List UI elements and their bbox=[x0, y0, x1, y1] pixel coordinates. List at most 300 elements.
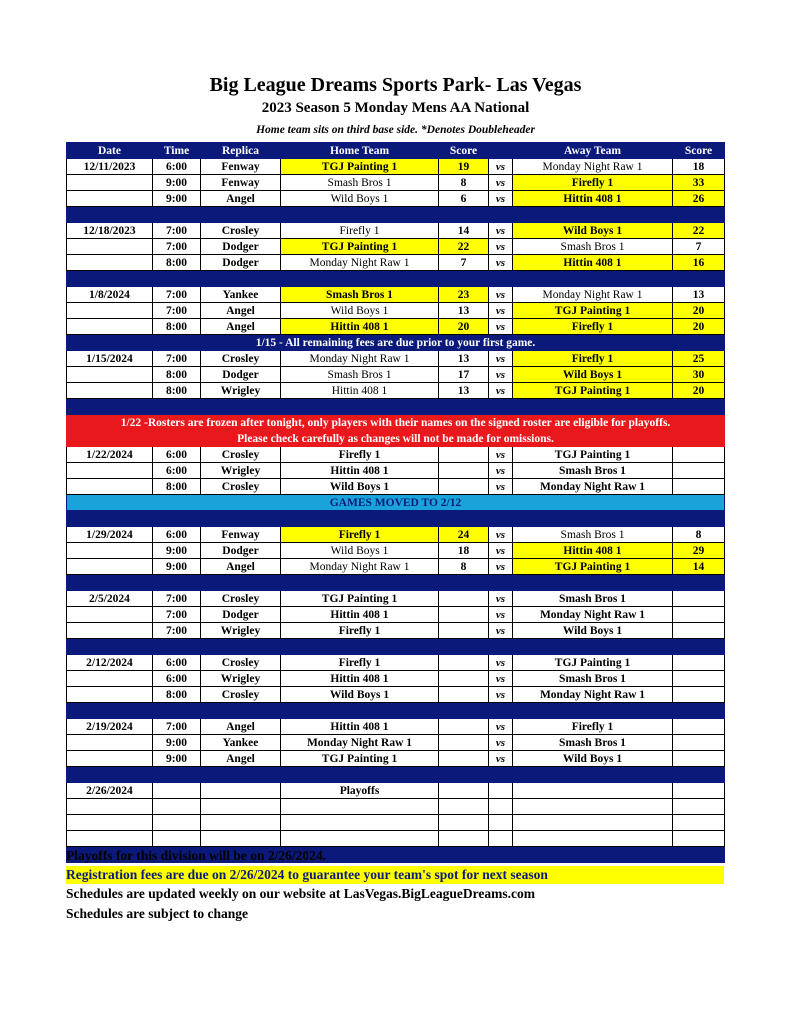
time-cell: 6:00 bbox=[153, 447, 201, 463]
home-score-cell bbox=[439, 623, 489, 639]
game-row bbox=[67, 223, 725, 239]
vs-cell: vs bbox=[489, 607, 513, 623]
away-team-cell: Smash Bros 1 bbox=[513, 463, 673, 479]
time-cell: 9:00 bbox=[153, 559, 201, 575]
separator-cell bbox=[67, 575, 725, 591]
away-team-cell: Smash Bros 1 bbox=[513, 527, 673, 543]
separator-row bbox=[67, 767, 725, 783]
home-score-cell bbox=[439, 815, 489, 831]
away-score-cell: 14 bbox=[673, 559, 725, 575]
vs-cell: vs bbox=[489, 447, 513, 463]
vs-cell: vs bbox=[489, 623, 513, 639]
away-score-cell: 29 bbox=[673, 543, 725, 559]
date-cell: 1/8/2024 bbox=[67, 287, 153, 303]
vs-cell: vs bbox=[489, 191, 513, 207]
vs-cell: vs bbox=[489, 543, 513, 559]
replica-cell: Crosley bbox=[201, 687, 281, 703]
away-team-cell: Wild Boys 1 bbox=[513, 223, 673, 239]
away-team-cell: Smash Bros 1 bbox=[513, 591, 673, 607]
away-team-cell bbox=[513, 799, 673, 815]
time-cell: 6:00 bbox=[153, 463, 201, 479]
website-note: Schedules are updated weekly on our website at LasVegas.BigLeagueDreams.com bbox=[66, 886, 536, 901]
away-team-cell: TGJ Painting 1 bbox=[513, 383, 673, 399]
separator-cell bbox=[67, 703, 725, 719]
separator-cell bbox=[67, 767, 725, 783]
away-score-cell bbox=[673, 479, 725, 495]
away-team-cell: Firefly 1 bbox=[513, 319, 673, 335]
home-team-cell: Smash Bros 1 bbox=[281, 287, 439, 303]
home-score-cell: 22 bbox=[439, 239, 489, 255]
away-team-cell: Wild Boys 1 bbox=[513, 751, 673, 767]
home-team-cell: Hittin 408 1 bbox=[281, 463, 439, 479]
away-team-cell: TGJ Painting 1 bbox=[513, 655, 673, 671]
away-team-cell: Wild Boys 1 bbox=[513, 367, 673, 383]
game-row bbox=[67, 591, 725, 607]
time-cell: 8:00 bbox=[153, 479, 201, 495]
away-score-cell bbox=[673, 671, 725, 687]
date-cell bbox=[67, 543, 153, 559]
date-cell: 1/22/2024 bbox=[67, 447, 153, 463]
away-team-cell: TGJ Painting 1 bbox=[513, 447, 673, 463]
home-score-cell bbox=[439, 447, 489, 463]
vs-cell: vs bbox=[489, 735, 513, 751]
notice-text: Please check carefully as changes will not be made for omissions. bbox=[67, 431, 725, 447]
away-score-cell: 30 bbox=[673, 367, 725, 383]
home-team-cell: Hittin 408 1 bbox=[281, 319, 439, 335]
home-score-cell bbox=[439, 831, 489, 847]
away-team-cell: Smash Bros 1 bbox=[513, 671, 673, 687]
away-score-cell: 20 bbox=[673, 303, 725, 319]
home-score-cell bbox=[439, 719, 489, 735]
away-score-cell: 13 bbox=[673, 287, 725, 303]
replica-cell: Fenway bbox=[201, 527, 281, 543]
registration-note: Registration fees are due on 2/26/2024 to guarantee your team's spot for next season bbox=[66, 866, 724, 884]
home-team-cell: Hittin 408 1 bbox=[281, 383, 439, 399]
away-score-cell: 22 bbox=[673, 223, 725, 239]
date-cell bbox=[67, 175, 153, 191]
vs-cell: vs bbox=[489, 159, 513, 175]
game-row bbox=[67, 687, 725, 703]
vs-cell: vs bbox=[489, 367, 513, 383]
time-cell: 7:00 bbox=[153, 239, 201, 255]
page-title: Big League Dreams Sports Park- Las Vegas bbox=[209, 74, 582, 96]
notice-row bbox=[67, 431, 725, 447]
game-row bbox=[67, 287, 725, 303]
replica-cell: Wrigley bbox=[201, 623, 281, 639]
separator-row bbox=[67, 207, 725, 223]
date-cell bbox=[67, 751, 153, 767]
game-row bbox=[67, 719, 725, 735]
away-team-cell bbox=[513, 831, 673, 847]
home-score-cell: 20 bbox=[439, 319, 489, 335]
time-cell: 7:00 bbox=[153, 607, 201, 623]
home-score-cell: 7 bbox=[439, 255, 489, 271]
home-score-cell bbox=[439, 591, 489, 607]
vs-cell: vs bbox=[489, 591, 513, 607]
away-score-cell: 16 bbox=[673, 255, 725, 271]
date-cell bbox=[67, 255, 153, 271]
separator-cell bbox=[67, 207, 725, 223]
away-score-cell bbox=[673, 815, 725, 831]
away-score-cell bbox=[673, 447, 725, 463]
away-score-cell: 20 bbox=[673, 383, 725, 399]
vs-cell: vs bbox=[489, 463, 513, 479]
time-cell: 7:00 bbox=[153, 591, 201, 607]
home-team-cell: Smash Bros 1 bbox=[281, 175, 439, 191]
away-team-cell bbox=[513, 815, 673, 831]
replica-cell bbox=[201, 799, 281, 815]
away-score-cell: 26 bbox=[673, 191, 725, 207]
date-cell bbox=[67, 671, 153, 687]
away-team-cell: TGJ Painting 1 bbox=[513, 559, 673, 575]
vs-cell: vs bbox=[489, 687, 513, 703]
home-score-cell bbox=[439, 799, 489, 815]
home-team-cell: Firefly 1 bbox=[281, 447, 439, 463]
home-score-cell bbox=[439, 687, 489, 703]
away-score-cell bbox=[673, 831, 725, 847]
away-score-cell: 8 bbox=[673, 527, 725, 543]
playoffs-note: Playoffs for this division will be on 2/26/2024. bbox=[66, 848, 327, 863]
game-row bbox=[67, 831, 725, 847]
col-away-score-header: Score bbox=[673, 143, 725, 159]
game-row bbox=[67, 383, 725, 399]
home-score-cell bbox=[439, 735, 489, 751]
away-team-cell: Monday Night Raw 1 bbox=[513, 687, 673, 703]
home-team-cell: TGJ Painting 1 bbox=[281, 239, 439, 255]
col-home-score-header: Score bbox=[439, 143, 489, 159]
away-score-cell: 7 bbox=[673, 239, 725, 255]
home-score-cell: 13 bbox=[439, 351, 489, 367]
time-cell bbox=[153, 815, 201, 831]
vs-cell bbox=[489, 783, 513, 799]
home-score-cell: 6 bbox=[439, 191, 489, 207]
date-cell bbox=[67, 319, 153, 335]
time-cell: 8:00 bbox=[153, 319, 201, 335]
time-cell: 9:00 bbox=[153, 735, 201, 751]
vs-cell: vs bbox=[489, 719, 513, 735]
separator-row bbox=[67, 639, 725, 655]
notice-row bbox=[67, 335, 725, 351]
vs-cell: vs bbox=[489, 479, 513, 495]
replica-cell bbox=[201, 831, 281, 847]
separator-row bbox=[67, 399, 725, 415]
date-cell bbox=[67, 623, 153, 639]
date-cell: 12/11/2023 bbox=[67, 159, 153, 175]
vs-cell: vs bbox=[489, 255, 513, 271]
date-cell bbox=[67, 191, 153, 207]
time-cell: 9:00 bbox=[153, 751, 201, 767]
date-cell bbox=[67, 303, 153, 319]
home-score-cell bbox=[439, 671, 489, 687]
away-score-cell: 33 bbox=[673, 175, 725, 191]
home-team-cell: Hittin 408 1 bbox=[281, 671, 439, 687]
vs-cell bbox=[489, 831, 513, 847]
date-cell bbox=[67, 815, 153, 831]
time-cell: 7:00 bbox=[153, 287, 201, 303]
home-team-cell: Firefly 1 bbox=[281, 655, 439, 671]
time-cell: 7:00 bbox=[153, 623, 201, 639]
separator-row bbox=[67, 511, 725, 527]
game-row bbox=[67, 543, 725, 559]
date-cell: 1/29/2024 bbox=[67, 527, 153, 543]
time-cell: 6:00 bbox=[153, 671, 201, 687]
home-team-cell: Hittin 408 1 bbox=[281, 607, 439, 623]
replica-cell: Fenway bbox=[201, 159, 281, 175]
separator-cell bbox=[67, 639, 725, 655]
game-row bbox=[67, 303, 725, 319]
replica-cell: Angel bbox=[201, 191, 281, 207]
date-cell bbox=[67, 239, 153, 255]
game-row bbox=[67, 479, 725, 495]
home-team-cell: Monday Night Raw 1 bbox=[281, 255, 439, 271]
home-team-cell: TGJ Painting 1 bbox=[281, 751, 439, 767]
home-team-cell: Monday Night Raw 1 bbox=[281, 559, 439, 575]
time-cell: 8:00 bbox=[153, 383, 201, 399]
home-team-cell: Wild Boys 1 bbox=[281, 303, 439, 319]
time-cell: 9:00 bbox=[153, 191, 201, 207]
replica-cell: Dodger bbox=[201, 255, 281, 271]
home-team-cell bbox=[281, 831, 439, 847]
game-row bbox=[67, 255, 725, 271]
date-cell: 2/5/2024 bbox=[67, 591, 153, 607]
home-team-cell: Firefly 1 bbox=[281, 623, 439, 639]
replica-cell: Angel bbox=[201, 319, 281, 335]
game-row bbox=[67, 159, 725, 175]
away-score-cell bbox=[673, 735, 725, 751]
vs-cell: vs bbox=[489, 383, 513, 399]
time-cell: 7:00 bbox=[153, 351, 201, 367]
away-team-cell: Firefly 1 bbox=[513, 175, 673, 191]
home-score-cell bbox=[439, 751, 489, 767]
home-team-cell: Wild Boys 1 bbox=[281, 543, 439, 559]
replica-cell: Crosley bbox=[201, 223, 281, 239]
replica-cell: Wrigley bbox=[201, 463, 281, 479]
vs-cell: vs bbox=[489, 303, 513, 319]
vs-cell bbox=[489, 815, 513, 831]
replica-cell: Yankee bbox=[201, 735, 281, 751]
replica-cell: Angel bbox=[201, 751, 281, 767]
date-cell bbox=[67, 559, 153, 575]
vs-cell: vs bbox=[489, 319, 513, 335]
away-score-cell bbox=[673, 591, 725, 607]
replica-cell: Dodger bbox=[201, 543, 281, 559]
replica-cell: Angel bbox=[201, 719, 281, 735]
home-score-cell: 17 bbox=[439, 367, 489, 383]
date-cell bbox=[67, 799, 153, 815]
away-team-cell: Hittin 408 1 bbox=[513, 255, 673, 271]
home-score-cell: 23 bbox=[439, 287, 489, 303]
replica-cell: Crosley bbox=[201, 591, 281, 607]
date-cell: 1/15/2024 bbox=[67, 351, 153, 367]
games-moved-row bbox=[67, 495, 725, 511]
replica-cell bbox=[201, 815, 281, 831]
home-score-cell bbox=[439, 479, 489, 495]
game-row bbox=[67, 559, 725, 575]
away-score-cell bbox=[673, 623, 725, 639]
date-cell bbox=[67, 735, 153, 751]
date-cell bbox=[67, 607, 153, 623]
game-row bbox=[67, 735, 725, 751]
home-team-cell: Wild Boys 1 bbox=[281, 191, 439, 207]
away-team-cell: Firefly 1 bbox=[513, 719, 673, 735]
home-team-cell: Monday Night Raw 1 bbox=[281, 351, 439, 367]
game-row bbox=[67, 367, 725, 383]
home-score-cell bbox=[439, 607, 489, 623]
date-cell bbox=[67, 367, 153, 383]
home-team-cell: TGJ Painting 1 bbox=[281, 591, 439, 607]
time-cell: 7:00 bbox=[153, 223, 201, 239]
away-team-cell: Firefly 1 bbox=[513, 351, 673, 367]
notice-text: 1/15 - All remaining fees are due prior to your first game. bbox=[67, 335, 725, 351]
date-cell bbox=[67, 687, 153, 703]
replica-cell: Dodger bbox=[201, 239, 281, 255]
game-row bbox=[67, 623, 725, 639]
away-score-cell bbox=[673, 751, 725, 767]
away-team-cell: Hittin 408 1 bbox=[513, 543, 673, 559]
time-cell bbox=[153, 799, 201, 815]
vs-cell bbox=[489, 799, 513, 815]
away-team-cell: Hittin 408 1 bbox=[513, 191, 673, 207]
vs-cell: vs bbox=[489, 527, 513, 543]
game-row bbox=[67, 607, 725, 623]
home-score-cell bbox=[439, 655, 489, 671]
vs-cell: vs bbox=[489, 671, 513, 687]
notice-text: GAMES MOVED TO 2/12 bbox=[67, 495, 725, 511]
home-score-cell: 8 bbox=[439, 175, 489, 191]
time-cell: 8:00 bbox=[153, 255, 201, 271]
col-away-team-header: Away Team bbox=[513, 143, 673, 159]
separator-cell bbox=[67, 271, 725, 287]
col-date-header: Date bbox=[67, 143, 153, 159]
home-team-cell: TGJ Painting 1 bbox=[281, 159, 439, 175]
vs-cell: vs bbox=[489, 655, 513, 671]
separator-row bbox=[67, 703, 725, 719]
time-cell: 7:00 bbox=[153, 719, 201, 735]
time-cell: 9:00 bbox=[153, 543, 201, 559]
time-cell: 9:00 bbox=[153, 175, 201, 191]
home-team-cell: Hittin 408 1 bbox=[281, 719, 439, 735]
home-score-cell bbox=[439, 783, 489, 799]
notice-text: 1/22 -Rosters are frozen after tonight, only players with their names on the signed roster are eligible for playoffs. bbox=[67, 415, 725, 431]
away-score-cell: 25 bbox=[673, 351, 725, 367]
home-score-cell: 13 bbox=[439, 383, 489, 399]
away-score-cell: 20 bbox=[673, 319, 725, 335]
home-team-cell: Monday Night Raw 1 bbox=[281, 735, 439, 751]
away-team-cell: Monday Night Raw 1 bbox=[513, 287, 673, 303]
separator-row bbox=[67, 575, 725, 591]
home-score-cell: 24 bbox=[439, 527, 489, 543]
time-cell: 6:00 bbox=[153, 527, 201, 543]
replica-cell: Angel bbox=[201, 303, 281, 319]
col-vs-header bbox=[489, 143, 513, 159]
home-score-cell: 18 bbox=[439, 543, 489, 559]
away-team-cell bbox=[513, 783, 673, 799]
game-row bbox=[67, 671, 725, 687]
date-cell: 2/19/2024 bbox=[67, 719, 153, 735]
col-time-header: Time bbox=[153, 143, 201, 159]
separator-cell bbox=[67, 399, 725, 415]
game-row bbox=[67, 783, 725, 799]
vs-cell: vs bbox=[489, 239, 513, 255]
game-row bbox=[67, 799, 725, 815]
home-score-cell: 14 bbox=[439, 223, 489, 239]
table-header-row bbox=[67, 143, 725, 159]
replica-cell: Crosley bbox=[201, 447, 281, 463]
away-score-cell bbox=[673, 799, 725, 815]
replica-cell: Dodger bbox=[201, 367, 281, 383]
game-row bbox=[67, 239, 725, 255]
col-home-team-header: Home Team bbox=[281, 143, 439, 159]
away-team-cell: Monday Night Raw 1 bbox=[513, 479, 673, 495]
home-team-cell: Wild Boys 1 bbox=[281, 479, 439, 495]
date-cell: 12/18/2023 bbox=[67, 223, 153, 239]
home-team-cell bbox=[281, 799, 439, 815]
separator-row bbox=[67, 271, 725, 287]
home-team-cell: Wild Boys 1 bbox=[281, 687, 439, 703]
page-subtitle: 2023 Season 5 Monday Mens AA National bbox=[261, 100, 530, 116]
vs-cell: vs bbox=[489, 287, 513, 303]
away-team-cell: Wild Boys 1 bbox=[513, 623, 673, 639]
game-row bbox=[67, 175, 725, 191]
home-team-cell: Firefly 1 bbox=[281, 527, 439, 543]
home-score-cell: 8 bbox=[439, 559, 489, 575]
time-cell: 6:00 bbox=[153, 655, 201, 671]
replica-cell: Fenway bbox=[201, 175, 281, 191]
away-score-cell bbox=[673, 719, 725, 735]
date-cell bbox=[67, 479, 153, 495]
vs-cell: vs bbox=[489, 223, 513, 239]
away-team-cell: Monday Night Raw 1 bbox=[513, 607, 673, 623]
home-score-cell bbox=[439, 463, 489, 479]
time-cell: 7:00 bbox=[153, 303, 201, 319]
away-team-cell: Monday Night Raw 1 bbox=[513, 159, 673, 175]
replica-cell: Wrigley bbox=[201, 383, 281, 399]
home-score-cell: 13 bbox=[439, 303, 489, 319]
game-row bbox=[67, 319, 725, 335]
replica-cell: Crosley bbox=[201, 655, 281, 671]
vs-cell: vs bbox=[489, 751, 513, 767]
replica-cell: Dodger bbox=[201, 607, 281, 623]
schedule-table bbox=[66, 142, 725, 863]
away-team-cell: Smash Bros 1 bbox=[513, 735, 673, 751]
home-team-cell bbox=[281, 815, 439, 831]
replica-cell: Crosley bbox=[201, 479, 281, 495]
game-row bbox=[67, 447, 725, 463]
date-cell: 2/12/2024 bbox=[67, 655, 153, 671]
date-cell bbox=[67, 383, 153, 399]
time-cell: 6:00 bbox=[153, 159, 201, 175]
away-score-cell: 18 bbox=[673, 159, 725, 175]
time-cell: 8:00 bbox=[153, 687, 201, 703]
replica-cell: Wrigley bbox=[201, 671, 281, 687]
notice-row bbox=[67, 415, 725, 431]
time-cell bbox=[153, 783, 201, 799]
away-score-cell bbox=[673, 463, 725, 479]
away-team-cell: TGJ Painting 1 bbox=[513, 303, 673, 319]
game-row bbox=[67, 463, 725, 479]
game-row bbox=[67, 655, 725, 671]
game-row bbox=[67, 191, 725, 207]
time-cell bbox=[153, 831, 201, 847]
game-row bbox=[67, 751, 725, 767]
vs-cell: vs bbox=[489, 175, 513, 191]
game-row bbox=[67, 815, 725, 831]
home-team-cell: Smash Bros 1 bbox=[281, 367, 439, 383]
vs-cell: vs bbox=[489, 351, 513, 367]
date-cell: 2/26/2024 bbox=[67, 783, 153, 799]
time-cell: 8:00 bbox=[153, 367, 201, 383]
away-team-cell: Smash Bros 1 bbox=[513, 239, 673, 255]
